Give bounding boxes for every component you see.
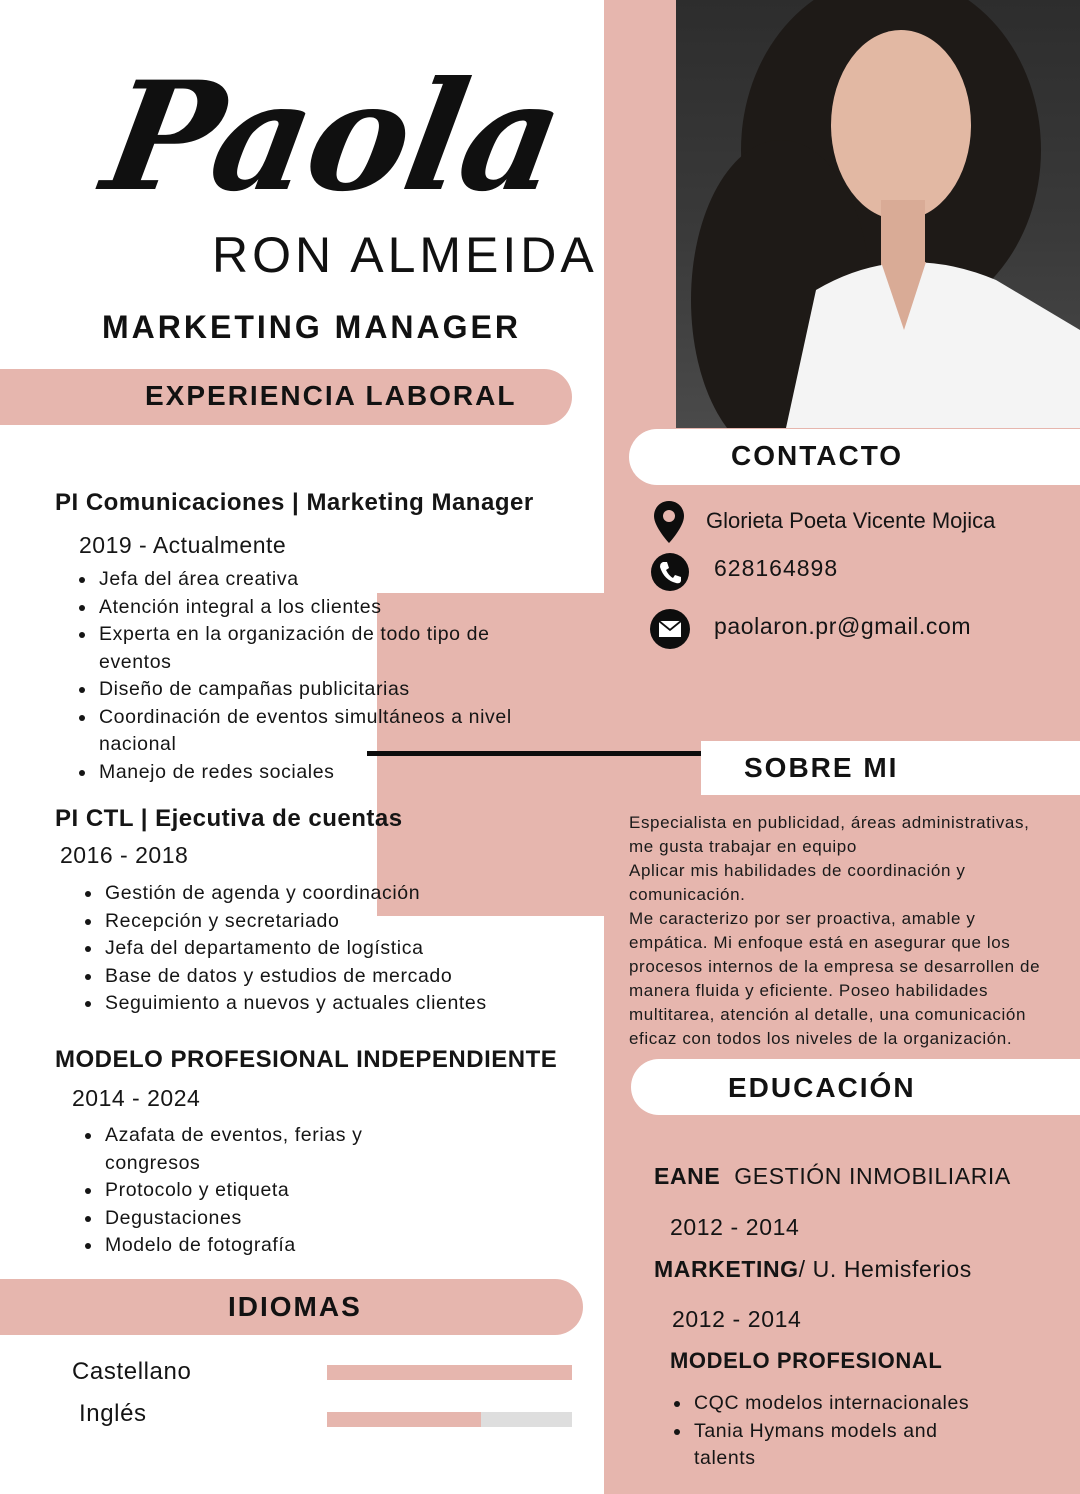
list-item: CQC modelos internacionales xyxy=(672,1390,992,1418)
education-program-2: / U. Hemisferios xyxy=(798,1256,972,1282)
list-item: Manejo de redes sociales xyxy=(77,759,547,787)
language-bar-fill-2 xyxy=(327,1412,481,1427)
education-items-3 xyxy=(672,1390,992,1473)
language-name-2: Inglés xyxy=(79,1400,147,1427)
list-item: Protocolo y etiqueta xyxy=(83,1177,383,1205)
job-title-1: PI Comunicaciones | Marketing Manager xyxy=(55,489,534,516)
last-name: RON ALMEIDA xyxy=(212,227,598,283)
education-heading: EDUCACIÓN xyxy=(728,1072,916,1103)
list-item: Tania Hymans models and talents xyxy=(672,1418,992,1473)
contact-heading: CONTACTO xyxy=(731,440,904,471)
job-title-2: PI CTL | Ejecutiva de cuentas xyxy=(55,805,403,832)
list-item: Jefa del área creativa xyxy=(77,566,547,594)
list-item: Experta en la organización de todo tipo de eventos xyxy=(77,621,547,676)
location-pin-icon xyxy=(652,500,686,544)
about-text: Especialista en publicidad, áreas administrativas, me gusta trabajar en equipo Aplicar mis habilidades de coordinación y comunicación. Me caracterizo por ser proactiva, amable y empática. Mi enfoque está en asegurar que los procesos internos de la empresa se desarrollen de manera fluida y eficiente. Poseo habilidades multitarea, atención al detalle, una comunicación eficaz con todos los niveles de la organización. xyxy=(629,813,1041,1048)
list-item: Atención integral a los clientes xyxy=(77,594,547,622)
job-items-3 xyxy=(83,1122,383,1260)
education-entry-1 xyxy=(654,1163,1011,1190)
languages-heading: IDIOMAS xyxy=(228,1291,362,1322)
education-dates-1: 2012 - 2014 xyxy=(670,1214,800,1240)
phone-icon xyxy=(651,553,689,591)
list-item: Modelo de fotografía xyxy=(83,1232,383,1260)
job-title-3: MODELO PROFESIONAL INDEPENDIENTE xyxy=(55,1046,558,1073)
list-item: Diseño de campañas publicitarias xyxy=(77,676,547,704)
language-bar-1 xyxy=(327,1365,572,1380)
contact-phone[interactable]: 628164898 xyxy=(714,555,839,581)
list-item: Jefa del departamento de logística xyxy=(83,935,563,963)
experience-heading: EXPERIENCIA LABORAL xyxy=(145,380,517,411)
contact-email[interactable]: paolaron.pr@gmail.com xyxy=(714,613,972,639)
education-school-2: MARKETING xyxy=(654,1256,799,1282)
list-item: Seguimiento a nuevos y actuales clientes xyxy=(83,990,563,1018)
job-items-2 xyxy=(83,880,563,1018)
list-item: Base de datos y estudios de mercado xyxy=(83,963,563,991)
job-dates-2: 2016 - 2018 xyxy=(60,842,189,868)
list-item: Recepción y secretariado xyxy=(83,908,563,936)
language-name-1: Castellano xyxy=(72,1358,192,1385)
list-item: Coordinación de eventos simultáneos a nivel nacional xyxy=(77,704,547,759)
education-dates-2: 2012 - 2014 xyxy=(672,1306,802,1332)
language-bar-2 xyxy=(327,1412,572,1427)
list-item: Azafata de eventos, ferias y congresos xyxy=(83,1122,383,1177)
education-title-3: MODELO PROFESIONAL xyxy=(670,1348,943,1373)
education-school-1: EANE xyxy=(654,1163,721,1189)
job-role: MARKETING MANAGER xyxy=(102,309,521,345)
contact-address: Glorieta Poeta Vicente Mojica xyxy=(706,508,996,533)
job-dates-3: 2014 - 2024 xyxy=(72,1085,201,1111)
language-bar-fill-1 xyxy=(327,1365,572,1380)
education-program-1: GESTIÓN INMOBILIARIA xyxy=(720,1163,1011,1189)
job-dates-1: 2019 - Actualmente xyxy=(79,532,287,558)
education-entry-2 xyxy=(654,1256,972,1283)
divider-line xyxy=(367,751,713,756)
list-item: Degustaciones xyxy=(83,1205,383,1233)
email-icon xyxy=(650,609,690,649)
about-heading: SOBRE MI xyxy=(744,752,899,783)
profile-photo xyxy=(676,0,1080,428)
list-item: Gestión de agenda y coordinación xyxy=(83,880,563,908)
first-name: Paola xyxy=(92,49,574,225)
